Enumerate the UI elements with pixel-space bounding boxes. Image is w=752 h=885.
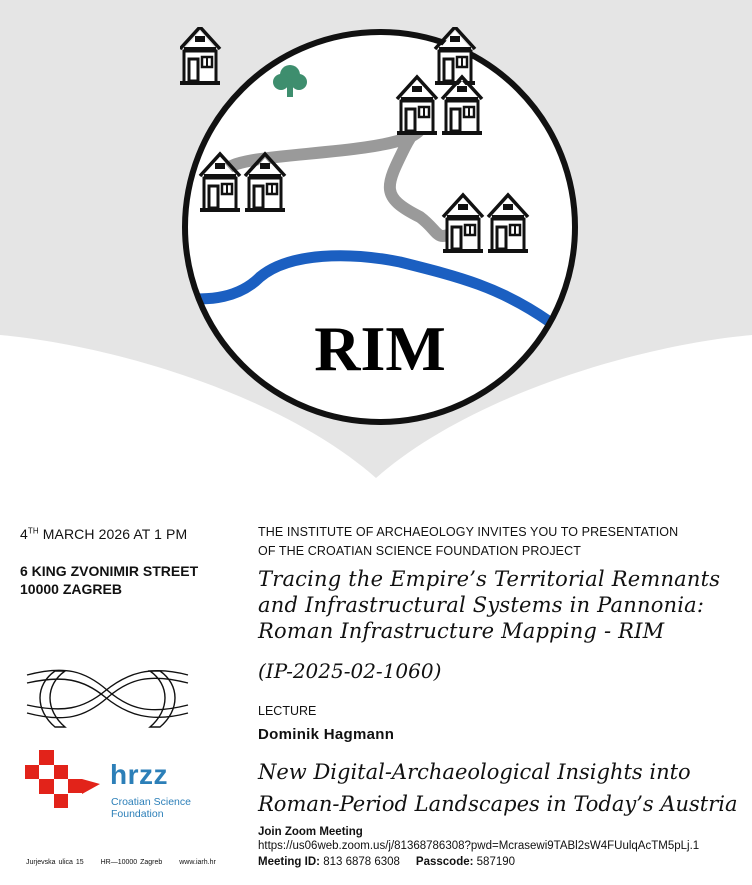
lecture-title-line-1: New Digital-Archaeological Insights into	[258, 760, 691, 784]
address-line-2: 10000 ZAGREB	[20, 581, 122, 597]
speaker-name: Dominik Hagmann	[258, 726, 395, 743]
invitation-line-1: THE INSTITUTE OF ARCHAEOLOGY INVITES YOU TO PRESENTATION	[258, 525, 679, 539]
zoom-link[interactable]: https://us06web.zoom.us/j/81368786308?pwd=Mcrasewi9TABl2sW4FUulqAcTM5pLj.1	[258, 840, 700, 852]
house-icon	[180, 27, 220, 85]
institute-knot-logo	[25, 665, 190, 735]
project-title	[258, 566, 720, 644]
passcode-label: Passcode:	[415, 856, 474, 868]
logo-text: RIM	[314, 313, 446, 384]
address-line-1: 6 KING ZVONIMIR STREET	[20, 563, 199, 579]
passcode: 587190	[476, 856, 516, 868]
footer-website[interactable]: www.iarh.hr	[179, 859, 216, 866]
footer-street: Jurjevska ulica 15	[26, 859, 84, 866]
invitation-line-2: OF THE CROATIAN SCIENCE FOUNDATION PROJECT	[258, 544, 581, 558]
zoom-heading: Join Zoom Meeting	[258, 826, 363, 838]
invitation-text	[258, 523, 678, 561]
lecture-title-line-2: Roman-Period Landscapes in Today’s Austria	[258, 792, 738, 816]
rim-logo	[180, 27, 580, 427]
project-title-line-1: Tracing the Empire’s Territorial Remnants	[258, 567, 721, 591]
date-day: 4	[20, 526, 28, 542]
project-title-line-3: Roman Infrastructure Mapping - RIM	[258, 619, 665, 643]
footer-city: HR—10000 Zagreb	[100, 859, 163, 866]
hrzz-subtitle-line-1: Croatian Science	[111, 796, 191, 808]
date-rest: MARCH 2026 AT 1 PM	[38, 526, 188, 542]
project-title-line-2: and Infrastructural Systems in Pannonia:	[258, 593, 705, 617]
meeting-id-label: Meeting ID:	[258, 856, 320, 868]
lecture-title	[258, 756, 738, 820]
lecture-label: LECTURE	[258, 704, 317, 718]
meeting-id: 813 6878 6308	[323, 856, 400, 868]
event-address	[20, 562, 198, 598]
date-suffix: TH	[27, 526, 39, 536]
hrzz-subtitle	[111, 796, 191, 820]
project-code: (IP-2025-02-1060)	[258, 659, 442, 683]
event-date	[20, 526, 187, 542]
zoom-credentials	[258, 856, 515, 868]
footer-address	[26, 859, 230, 866]
hrzz-wordmark: hrzz	[110, 759, 168, 790]
hrzz-subtitle-line-2: Foundation	[111, 808, 164, 820]
